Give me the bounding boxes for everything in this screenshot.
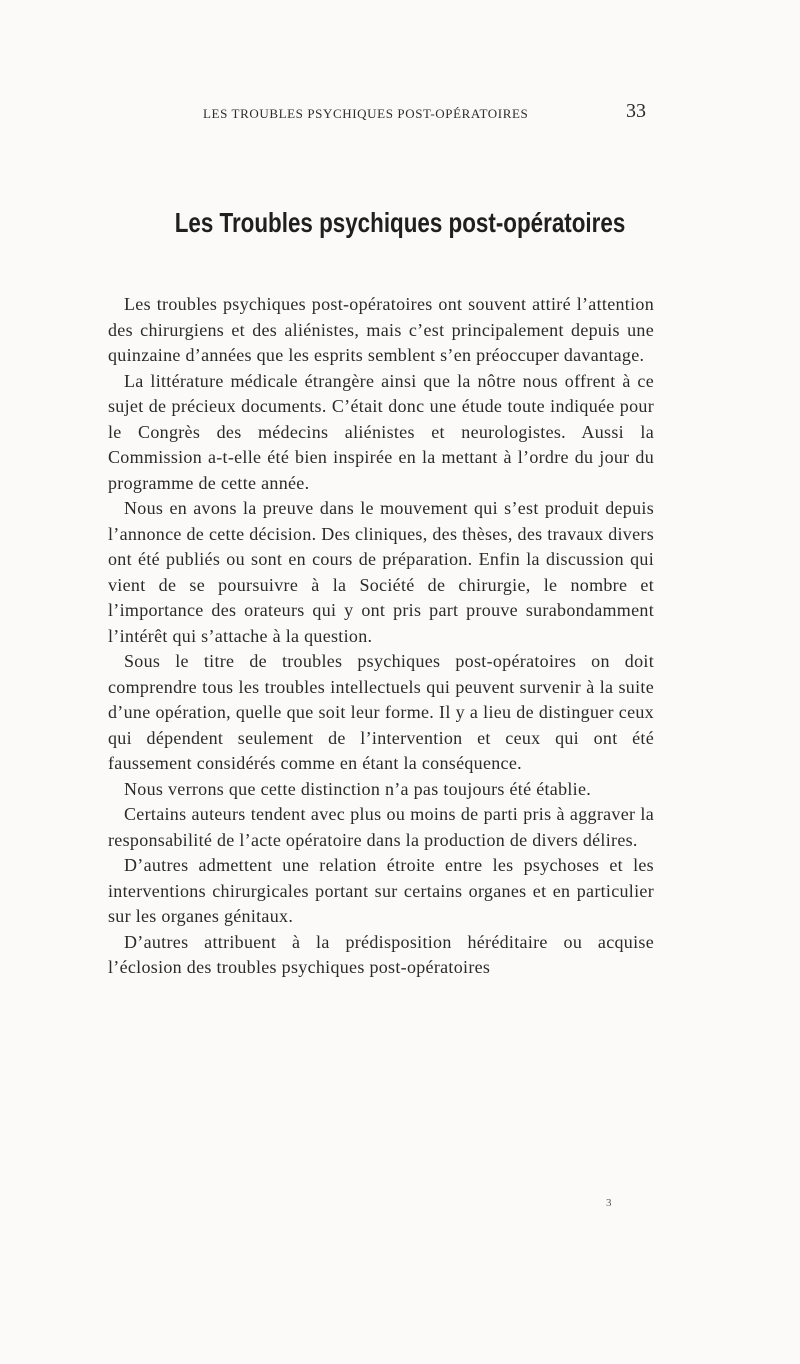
paragraph: Nous en avons la preuve dans le mouvement qui s’est produit depuis l’annonce de cette décision. Des cliniques, des thèses, des travaux divers ont été publiés ou sont en cours de préparation. Enfin la discussion qui vient de se poursuivre à la Société de chirurgie, le nombre et l’importance des orateurs qui y ont pris part prouve surabondamment l’intérêt qui s’attache à la question. xyxy=(108,498,654,646)
page-number: 33 xyxy=(626,100,646,122)
signature-mark: 3 xyxy=(606,1197,612,1209)
article-body xyxy=(108,292,654,981)
paragraph: La littérature médicale étrangère ainsi que la nôtre nous offrent à ce sujet de précieux documents. C’était donc une étude toute indiquée pour le Congrès des médecins aliénistes et neurologistes. Aussi la Commission a-t-elle été bien inspirée en la mettant à l’ordre du jour du programme de cette année. xyxy=(108,370,654,493)
paragraph: D’autres attribuent à la prédisposition héréditaire ou acquise l’éclosion des troubles psychiques post-opératoires xyxy=(108,931,654,977)
paragraph: Nous verrons que cette distinction n’a pas toujours été établie. xyxy=(124,778,592,799)
paragraph: Les troubles psychiques post-opératoires ont souvent attiré l’attention des chirurgiens et des aliénistes, mais c’est principalement depuis une quinzaine d’années que les esprits semblent s’en préoccuper davantage. xyxy=(108,294,654,365)
paragraph: Certains auteurs tendent avec plus ou moins de parti pris à aggraver la responsabilité de l’acte opératoire dans la production de divers délires. xyxy=(108,804,654,850)
paragraph: Sous le titre de troubles psychiques post-opératoires on doit comprendre tous les troubles intellectuels qui peuvent survenir à la suite d’une opération, quelle que soit leur forme. Il y a lieu de distinguer ceux qui dépendent seulement de l’intervention et ceux qui ont été faussement considérés comme en étant la conséquence. xyxy=(108,651,654,773)
running-head: LES TROUBLES PSYCHIQUES POST-OPÉRATOIRES xyxy=(203,106,529,121)
paragraph: D’autres admettent une relation étroite entre les psychoses et les interventions chirurgicales portant sur certains organes et en particulier sur les organes génitaux. xyxy=(108,855,654,926)
article-title: Les Troubles psychiques post-opératoires xyxy=(174,207,626,238)
